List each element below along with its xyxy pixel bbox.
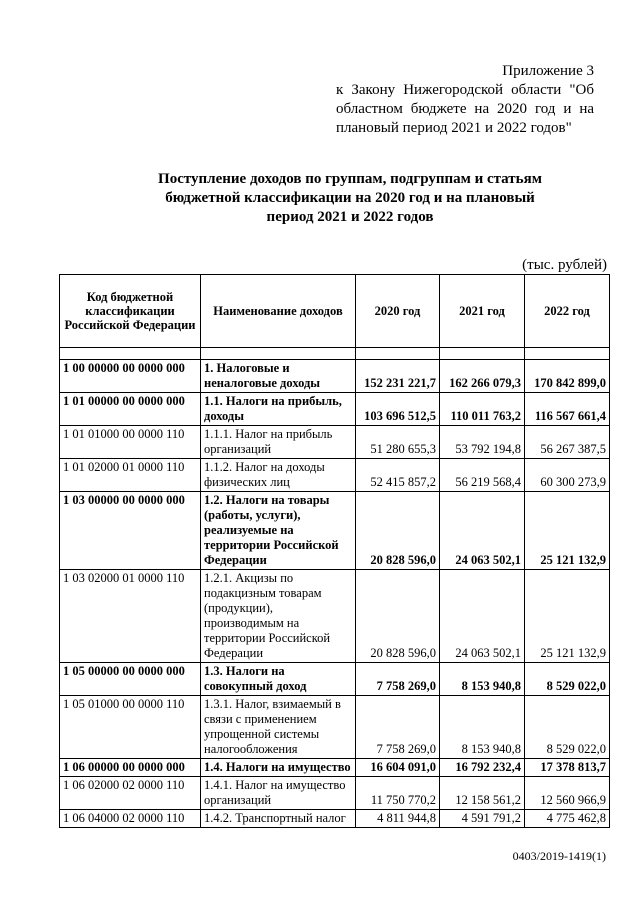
table-row xyxy=(60,426,610,459)
row-code: 1 05 01000 00 0000 110 xyxy=(60,696,201,759)
row-2021: 110 011 763,2 xyxy=(440,393,525,426)
header-2021: 2021 год xyxy=(440,275,525,348)
row-2020: 7 758 269,0 xyxy=(356,663,440,696)
row-2020: 20 828 596,0 xyxy=(356,570,440,663)
row-code: 1 06 02000 02 0000 110 xyxy=(60,777,201,810)
row-name: 1.1.2. Налог на доходы физических лиц xyxy=(201,459,356,492)
row-code: 1 03 00000 00 0000 000 xyxy=(60,492,201,570)
row-2020: 4 811 944,8 xyxy=(356,810,440,828)
header-name: Наименование доходов xyxy=(201,275,356,348)
row-code: 1 05 00000 00 0000 000 xyxy=(60,663,201,696)
header-2022: 2022 год xyxy=(525,275,610,348)
revenue-table xyxy=(59,274,610,828)
row-name: 1.2. Налоги на товары (работы, услуги), реализуемые на территории Российской Федерации xyxy=(201,492,356,570)
document-number: 0403/2019-1419(1) xyxy=(512,849,606,863)
row-2021: 24 063 502,1 xyxy=(440,570,525,663)
row-2022: 8 529 022,0 xyxy=(525,696,610,759)
table-row xyxy=(60,759,610,777)
title-line: Поступление доходов по группам, подгруппам и статьям xyxy=(158,171,542,187)
appendix-line: к Закону Нижегородской области "Об xyxy=(336,82,594,98)
row-2020: 16 604 091,0 xyxy=(356,759,440,777)
table-row xyxy=(60,459,610,492)
table-row xyxy=(60,810,610,828)
row-2020: 152 231 221,7 xyxy=(356,360,440,393)
row-2020: 7 758 269,0 xyxy=(356,696,440,759)
title-line: бюджетной классификации на 2020 год и на плановый xyxy=(165,190,535,206)
table-row xyxy=(60,492,610,570)
row-name: 1.2.1. Акцизы по подакцизным товарам (продукции), производимым на территории Российской Федерации xyxy=(201,570,356,663)
title-line: период 2021 и 2022 годов xyxy=(266,209,434,225)
header-code: Код бюджетной классификации Российской Федерации xyxy=(60,275,201,348)
row-2021: 4 591 791,2 xyxy=(440,810,525,828)
row-code: 1 06 04000 02 0000 110 xyxy=(60,810,201,828)
row-2022: 170 842 899,0 xyxy=(525,360,610,393)
row-2020: 20 828 596,0 xyxy=(356,492,440,570)
row-2022: 25 121 132,9 xyxy=(525,570,610,663)
row-2021: 8 153 940,8 xyxy=(440,696,525,759)
appendix-number: Приложение 3 xyxy=(502,63,594,79)
row-code: 1 03 02000 01 0000 110 xyxy=(60,570,201,663)
units-label: (тыс. рублей) xyxy=(522,257,607,273)
row-name: 1. Налоговые и неналоговые доходы xyxy=(201,360,356,393)
table-header-row xyxy=(60,275,610,348)
row-2020: 52 415 857,2 xyxy=(356,459,440,492)
row-2020: 11 750 770,2 xyxy=(356,777,440,810)
table-row xyxy=(60,696,610,759)
row-2021: 12 158 561,2 xyxy=(440,777,525,810)
row-code: 1 00 00000 00 0000 000 xyxy=(60,360,201,393)
row-2021: 16 792 232,4 xyxy=(440,759,525,777)
row-code: 1 01 02000 01 0000 110 xyxy=(60,459,201,492)
table-row xyxy=(60,570,610,663)
row-2022: 56 267 387,5 xyxy=(525,426,610,459)
row-2020: 51 280 655,3 xyxy=(356,426,440,459)
row-2022: 17 378 813,7 xyxy=(525,759,610,777)
row-code: 1 01 01000 00 0000 110 xyxy=(60,426,201,459)
row-name: 1.3.1. Налог, взимаемый в связи с применением упрощенной системы налогообложения xyxy=(201,696,356,759)
row-2022: 8 529 022,0 xyxy=(525,663,610,696)
document-title xyxy=(120,170,580,227)
row-2021: 162 266 079,3 xyxy=(440,360,525,393)
row-2021: 56 219 568,4 xyxy=(440,459,525,492)
row-2022: 60 300 273,9 xyxy=(525,459,610,492)
row-code: 1 01 00000 00 0000 000 xyxy=(60,393,201,426)
row-name: 1.1.1. Налог на прибыль организаций xyxy=(201,426,356,459)
row-2022: 12 560 966,9 xyxy=(525,777,610,810)
row-name: 1.4.1. Налог на имущество организаций xyxy=(201,777,356,810)
row-2021: 8 153 940,8 xyxy=(440,663,525,696)
row-name: 1.4.2. Транспортный налог xyxy=(201,810,356,828)
row-name: 1.1. Налоги на прибыль, доходы xyxy=(201,393,356,426)
table-row xyxy=(60,663,610,696)
row-2020: 103 696 512,5 xyxy=(356,393,440,426)
row-2022: 116 567 661,4 xyxy=(525,393,610,426)
appendix-line: областном бюджете на 2020 год и на xyxy=(336,101,594,117)
table-row xyxy=(60,360,610,393)
appendix-header xyxy=(336,62,594,138)
row-name: 1.4. Налоги на имущество xyxy=(201,759,356,777)
table-row xyxy=(60,777,610,810)
row-2022: 4 775 462,8 xyxy=(525,810,610,828)
table-row xyxy=(60,393,610,426)
appendix-line: плановый период 2021 и 2022 годов" xyxy=(336,120,572,136)
spacer-row xyxy=(60,348,610,360)
row-code: 1 06 00000 00 0000 000 xyxy=(60,759,201,777)
header-2020: 2020 год xyxy=(356,275,440,348)
row-2021: 53 792 194,8 xyxy=(440,426,525,459)
row-2021: 24 063 502,1 xyxy=(440,492,525,570)
row-name: 1.3. Налоги на совокупный доход xyxy=(201,663,356,696)
row-2022: 25 121 132,9 xyxy=(525,492,610,570)
